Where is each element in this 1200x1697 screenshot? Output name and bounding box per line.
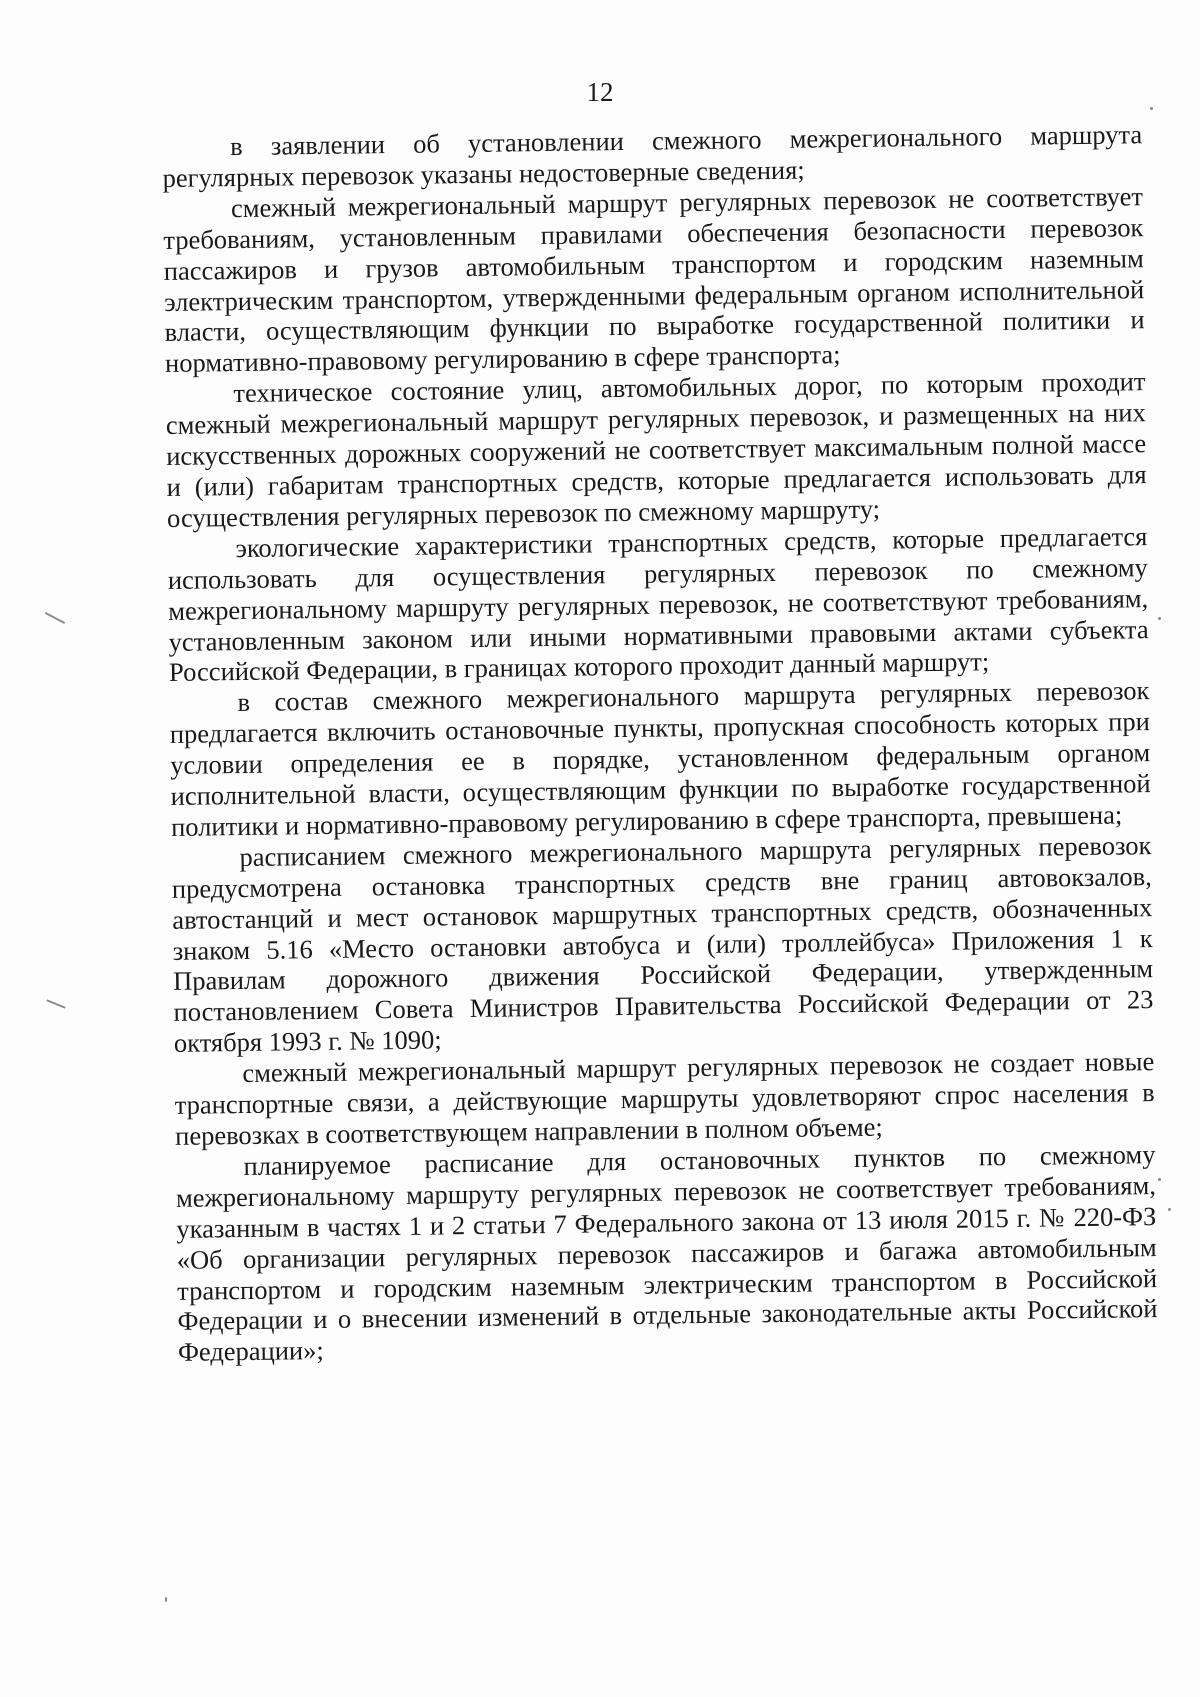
- paragraph-8: планируемое расписание для остановочных пунктов по смежному межрегиональному маршруту регулярных перевозок не соответствует требованиям, указанным в частях 1 и 2 статьи 7 Федерального закона от 13 июля 2015 г. № 220-ФЗ «Об организации регулярных перевозок пассажиров и багажа автомобильным транспортом и городским наземным электрическим транспортом в Российской Федерации и о внесении изменений в отдельные законодательные акты Российской Федерации»;: [175, 1138, 1158, 1368]
- scan-artifact-dot: [165, 1597, 167, 1602]
- document-body: [162, 119, 1158, 1368]
- page-number: 12: [586, 77, 614, 107]
- paragraph-1: в заявлении об установлении смежного межрегионального маршрута регулярных перевозок указаны недостоверные сведения;: [162, 119, 1143, 193]
- scan-artifact-mark: [45, 612, 65, 624]
- paragraph-4: экологические характеристики транспортных средств, которые предлагается использовать для осуществления регулярных перевозок по смежному межрегиональному маршруту регулярных перевозок, не соответствуют требованиям, установленным законом или иными нормативными правовыми актами субъекта Российской Федерации, в границах которого проходит данный маршрут;: [167, 520, 1149, 688]
- scan-artifact-dot: [1168, 1208, 1171, 1211]
- paragraph-7: смежный межрегиональный маршрут регулярных перевозок не создает новые транспортные связи, а действующие маршруты удовлетворяют спрос населения в перевозках в соответствующем направлении в полном объеме;: [174, 1046, 1155, 1151]
- paragraph-2: смежный межрегиональный маршрут регулярных перевозок не соответствует требованиям, установленным правилами обеспечения безопасности перевозок пассажиров и грузов автомобильным транспортом и городским наземным электрическим транспортом, утвержденными федеральным органом исполнительной власти, осуществляющим функции по выработке государственной политики и нормативно-правовому регулированию в сфере транспорта;: [163, 180, 1145, 379]
- paragraph-3: техническое состояние улиц, автомобильных дорог, по которым проходит смежный межрегиональный маршрут регулярных перевозок, и размещенных на них искусственных дорожных сооружений не соответствует максимальным полной массе и (или) габаритам транспортных средств, которые предлагается использовать для осуществления регулярных перевозок по смежному маршруту;: [165, 366, 1147, 533]
- paragraph-6: расписанием смежного межрегионального маршрута регулярных перевозок предусмотрена остановка транспортных средств вне границ автовокзалов, автостанций и мест остановок маршрутных транспортных средств, обозначенных знаком 5.16 «Место остановки автобуса и (или) троллейбуса» Приложения 1 к Правилам дорожного движения Российской Федерации, утвержденным постановлением Совета Министров Правительства Российской Федерации от 23 октября 1993 г. № 1090;: [171, 829, 1154, 1059]
- scan-artifact-dot: [1150, 107, 1153, 110]
- scan-artifact-dot: [1158, 617, 1161, 620]
- paragraph-5: в состав смежного межрегионального маршрута регулярных перевозок предлагается включить остановочные пункты, пропускная способность которых при условии определения ее в порядке, установленном федеральным органом исполнительной власти, осуществляющим функции по выработке государственной политики и нормативно-правовому регулированию в сфере транспорта, превышена;: [169, 675, 1151, 842]
- scan-artifact-mark: [46, 999, 65, 1008]
- scan-artifact-dot: [1158, 1178, 1161, 1181]
